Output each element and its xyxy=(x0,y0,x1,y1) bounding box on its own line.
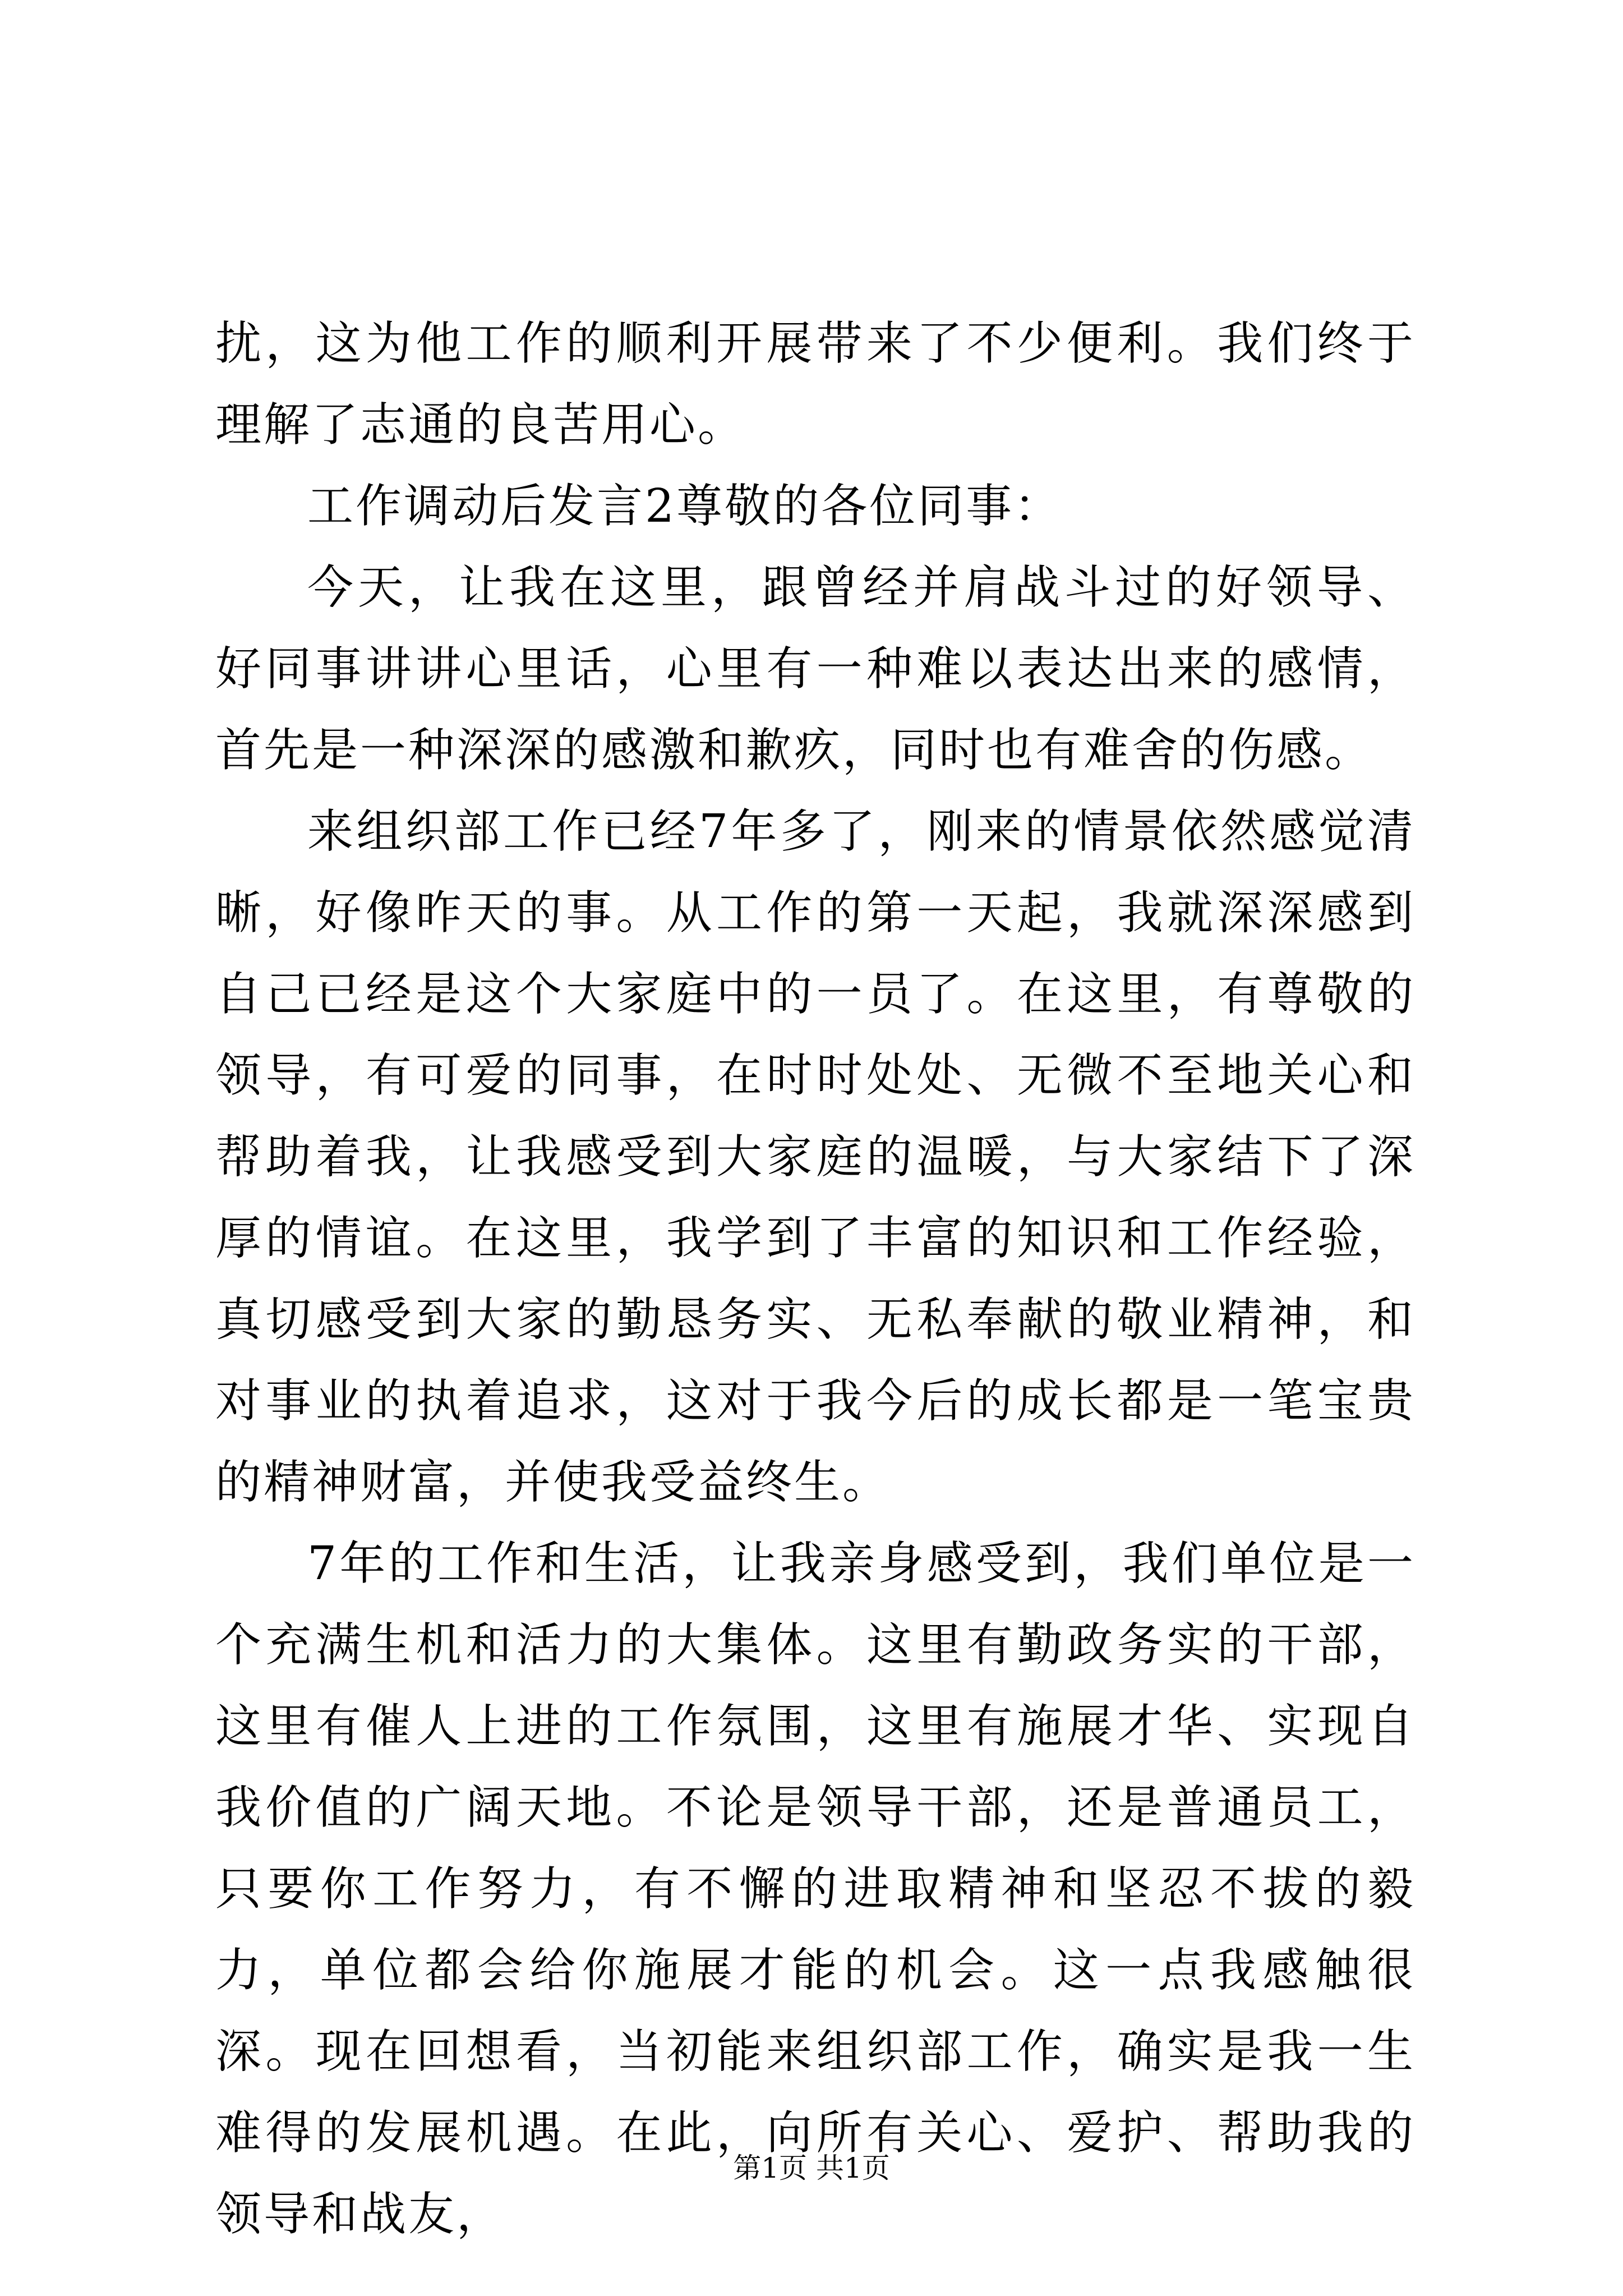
paragraph-3: 今天，让我在这里，跟曾经并肩战斗过的好领导、好同事讲讲心里话，心里有一种难以表达出来的感情，首先是一种深深的感激和歉疚，同时也有难舍的伤感。 xyxy=(215,561,1415,777)
paragraph-2: 工作调动后发言2尊敬的各位同事： xyxy=(307,480,1063,533)
document-body xyxy=(215,303,1415,2255)
paragraph-5: 7年的工作和生活，让我亲身感受到，我们单位是一个充满生机和活力的大集体。这里有勤政务实的干部，这里有催人上进的工作氛围，这里有施展才华、实现自我价值的广阔天地。不论是领导干部，还是普通员工，只要你工作努力，有不懈的进取精神和坚忍不拔的毅力，单位都会给你施展才能的机会。这一点我感触很深。现在回想看，当初能来组织部工作，确实是我一生难得的发展机遇。在此，向所有关心、爱护、帮助我的领导和战友， xyxy=(215,1537,1415,2241)
paragraph-1: 扰，这为他工作的顺利开展带来了不少便利。我们终于理解了志通的良苦用心。 xyxy=(215,317,1415,452)
page-footer: 第1页 共1页 xyxy=(733,2152,890,2184)
paragraph-4: 来组织部工作已经7年多了，刚来的情景依然感觉清晰，好像昨天的事。从工作的第一天起，我就深深感到自己已经是这个大家庭中的一员了。在这里，有尊敬的领导，有可爱的同事，在时时处处、无微不至地关心和帮助着我，让我感受到大家庭的温暖，与大家结下了深厚的情谊。在这里，我学到了丰富的知识和工作经验，真切感受到大家的勤恳务实、无私奉献的敬业精神，和对事业的执着追求，这对于我今后的成长都是一笔宝贵的精神财富，并使我受益终生。 xyxy=(215,805,1415,1509)
